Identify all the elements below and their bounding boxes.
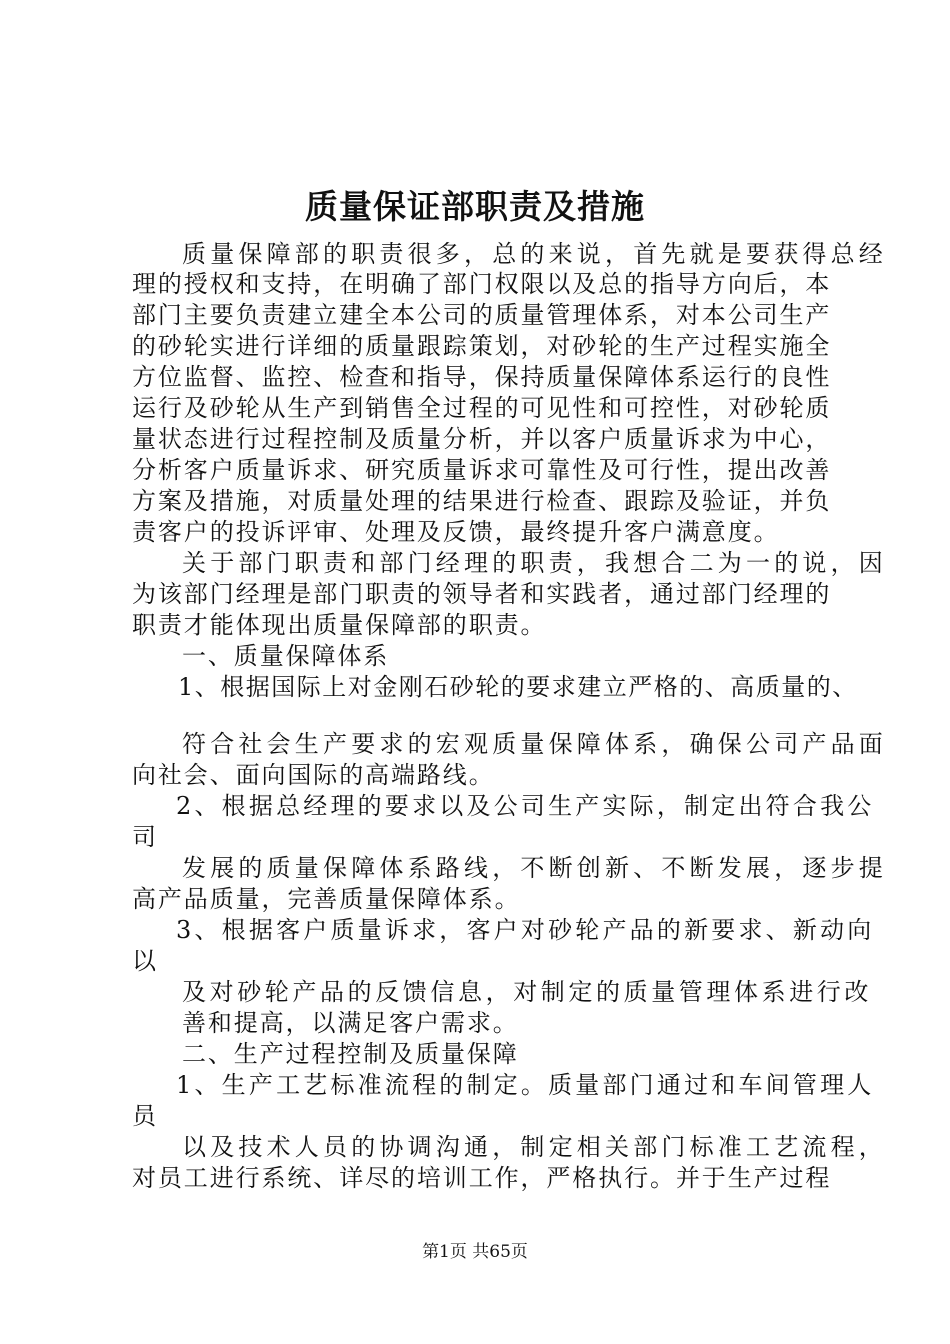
body-line-6: 运行及砂轮从生产到销售全过程的可见性和可控性，对砂轮质 [132,394,832,422]
body-line-19: 司 [132,823,158,851]
body-line-28: 员 [132,1102,158,1130]
body-line-30: 对员工进行系统、详尽的培训工作，严格执行。并于生产过程 [132,1164,832,1192]
body-line-29: 以及技术人员的协调沟通，制定相关部门标准工艺流程， [182,1133,887,1161]
body-line-2: 理的授权和支持，在明确了部门权限以及总的指导方向后，本 [132,270,832,298]
section-heading-2: 二、生产过程控制及质量保障 [182,1040,519,1068]
body-line-22: 3、根据客户质量诉求，客户对砂轮产品的新要求、新动向 [176,916,875,944]
body-line-5: 方位监督、监控、检查和指导，保持质量保障体系运行的良性 [132,363,832,391]
body-line-11: 关于部门职责和部门经理的职责，我想合二为一的说，因 [182,549,887,577]
body-line-7: 量状态进行过程控制及质量分析，并以客户质量诉求为中心， [132,425,832,453]
body-line-20: 发展的质量保障体系路线，不断创新、不断发展，逐步提 [182,854,887,882]
body-line-15: 1、根据国际上对金刚石砂轮的要求建立严格的、高质量的、 [178,673,858,701]
body-line-17: 向社会、面向国际的高端路线。 [132,761,495,789]
body-line-16: 符合社会生产要求的宏观质量保障体系，确保公司产品面 [182,730,887,758]
body-line-9: 方案及措施，对质量处理的结果进行检查、跟踪及验证，并负 [132,487,832,515]
section-heading-1: 一、质量保障体系 [182,642,390,670]
body-line-4: 的砂轮实进行详细的质量跟踪策划，对砂轮的生产过程实施全 [132,332,832,360]
body-line-18: 2、根据总经理的要求以及公司生产实际，制定出符合我公 [176,792,875,820]
body-line-1: 质量保障部的职责很多，总的来说，首先就是要获得总经 [182,240,887,268]
page-footer: 第1页 共65页 [422,1242,528,1262]
body-line-8: 分析客户质量诉求、研究质量诉求可靠性及可行性，提出改善 [132,456,832,484]
body-line-3: 部门主要负责建立建全本公司的质量管理体系，对本公司生产 [132,301,832,329]
body-line-27: 1、生产工艺标准流程的制定。质量部门通过和车间管理人 [176,1071,875,1099]
body-line-21: 高产品质量，完善质量保障体系。 [132,885,521,913]
body-line-10: 责客户的投诉评审、处理及反馈，最终提升客户满意度。 [132,518,780,546]
body-line-23: 以 [132,947,158,975]
body-line-25: 善和提高，以满足客户需求。 [182,1009,519,1037]
body-line-24: 及对砂轮产品的反馈信息，对制定的质量管理体系进行改 [182,978,872,1006]
document-title: 质量保证部职责及措施 [305,187,645,226]
body-line-12: 为该部门经理是部门职责的领导者和实践者，通过部门经理的 [132,580,832,608]
body-line-13: 职责才能体现出质量保障部的职责。 [132,611,547,639]
